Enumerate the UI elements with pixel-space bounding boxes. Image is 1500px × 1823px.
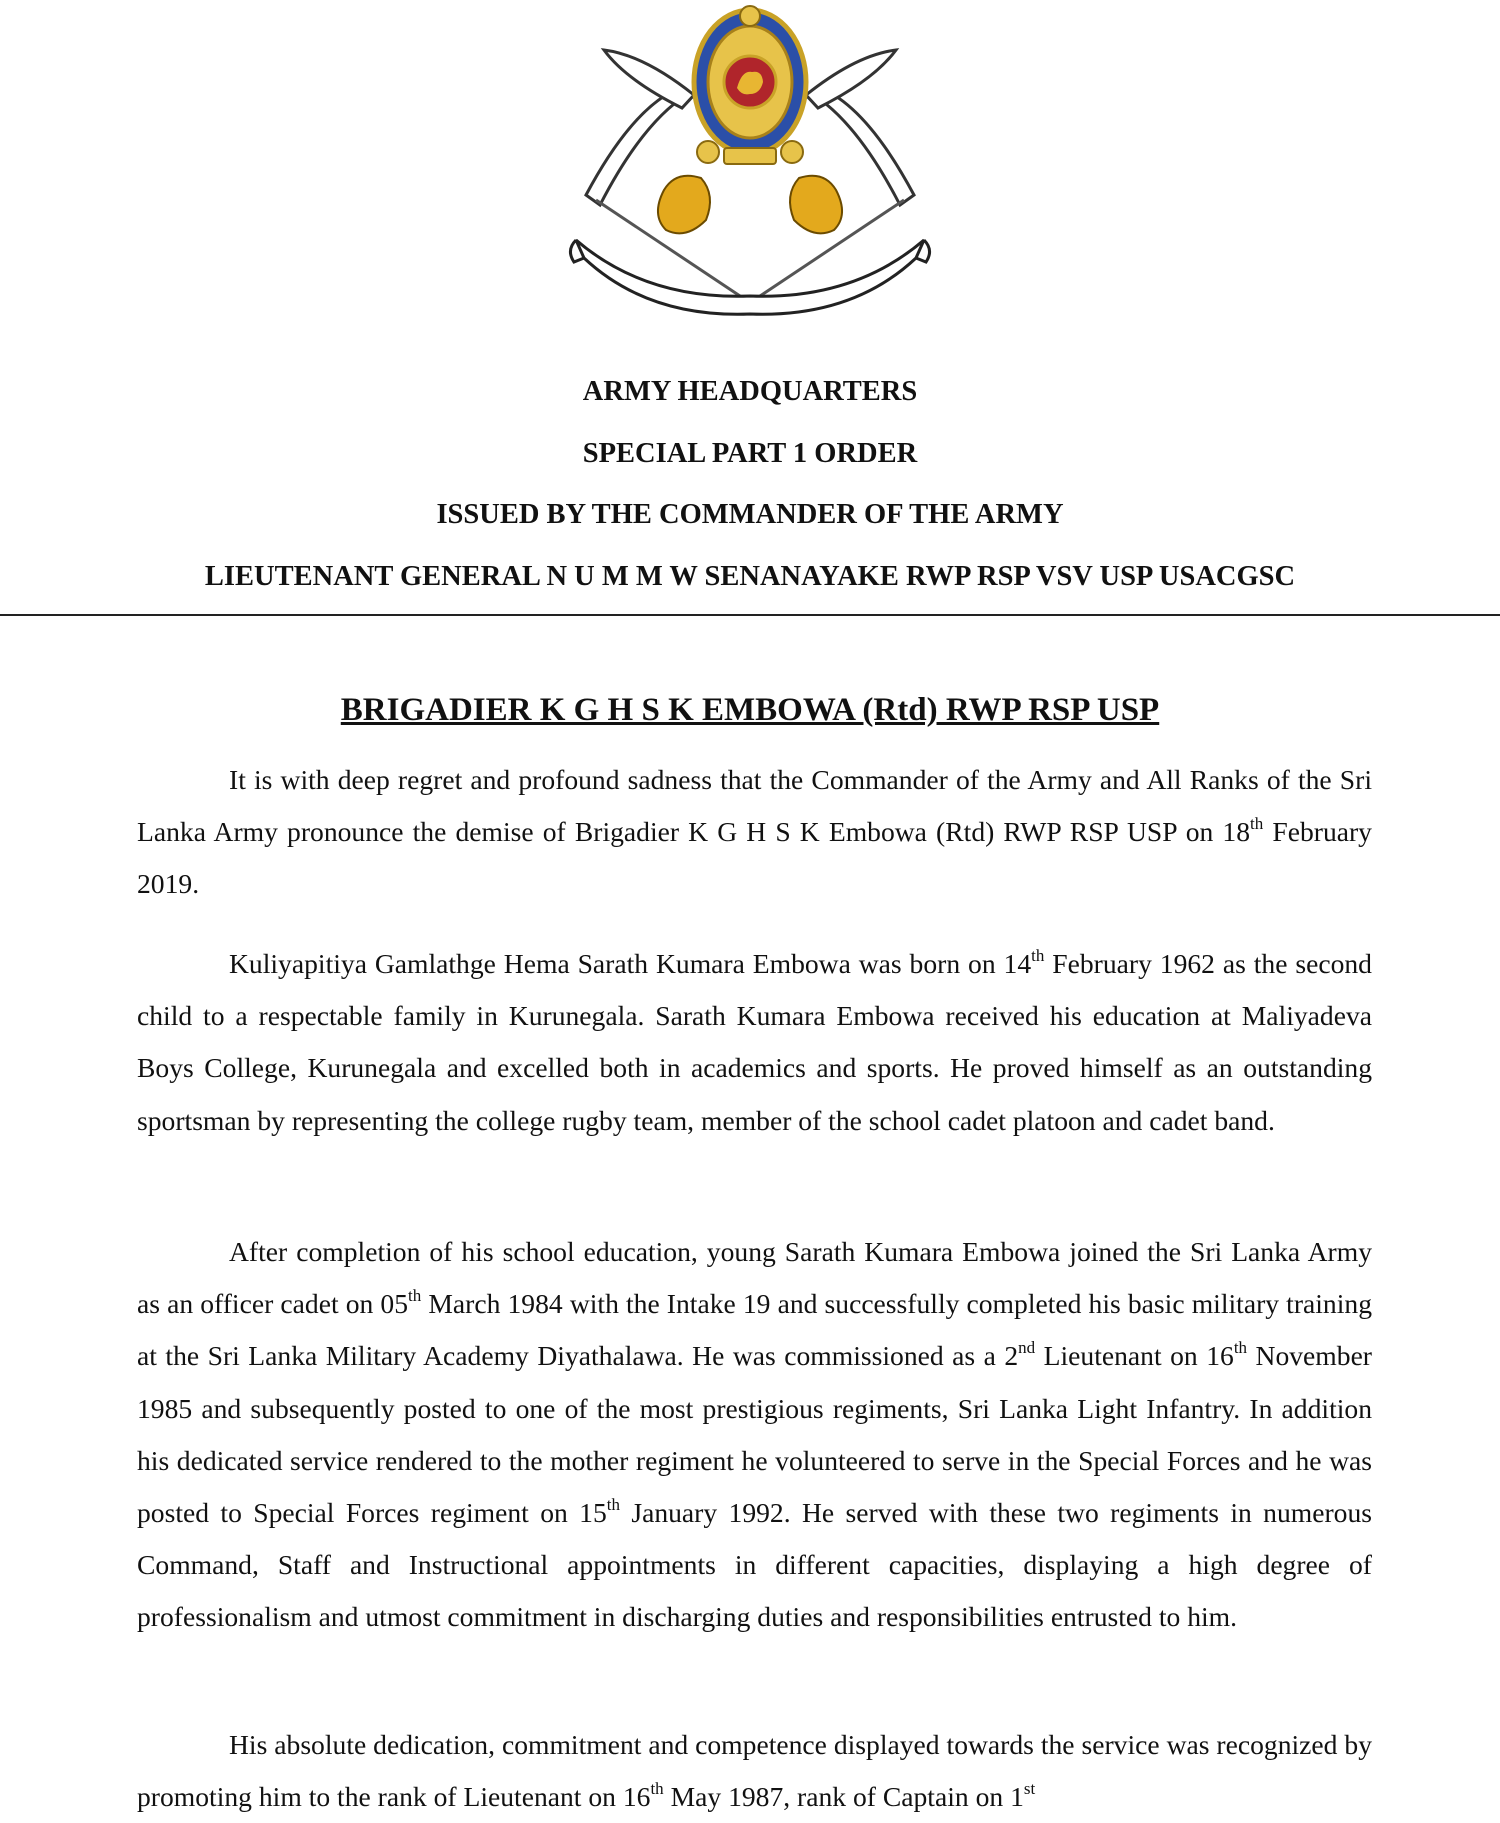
paragraph-1: It is with deep regret and profound sadness that the Commander of the Army and All Ranks of the Sri Lanka Army pronounce the demise of Brigadier K G H S K Embowa (Rtd) RWP RSP USP on 18th February 2019. xyxy=(137,764,1372,900)
header-divider xyxy=(0,614,1500,616)
header-line-1: ARMY HEADQUARTERS xyxy=(582,376,918,407)
page-title: BRIGADIER K G H S K EMBOWA (Rtd) RWP RSP USP xyxy=(340,692,1160,728)
header-line-4: LIEUTENANT GENERAL N U M M W SENANAYAKE RWP RSP VSV USP USACGSC xyxy=(204,561,1296,592)
sri-lanka-army-crest-icon xyxy=(556,0,944,322)
lion-supporters-icon xyxy=(658,176,842,234)
header-line-2: SPECIAL PART 1 ORDER xyxy=(582,438,918,469)
paragraph-4: His absolute dedication, commitment and competence displayed towards the service was recognized by promoting him to the rank of Lieutenant on 16th May 1987, rank of Captain on 1st xyxy=(137,1729,1372,1813)
paragraph-2: Kuliyapitiya Gamlathge Hema Sarath Kumara Embowa was born on 14th February 1962 as the second child to a respectable family in Kurunegala. Sarath Kumara Embowa received his education at Maliyadeva Boys College, Kurunegala and excelled both in academics and sports. He proved himself as an outstanding sportsman by representing the college rugby team, member of the school cadet platoon and cadet band. xyxy=(137,945,1372,1136)
emblem-icon xyxy=(694,6,806,164)
motto-scroll-icon xyxy=(570,240,929,314)
header-line-3: ISSUED BY THE COMMANDER OF THE ARMY xyxy=(436,499,1064,530)
paragraph-3: After completion of his school education, young Sarath Kumara Embowa joined the Sri Lanka Army as an officer cadet on 05th March 1984 with the Intake 19 and successfully completed his basic military training at the Sri Lanka Military Academy Diyathalawa. He was commissioned as a 2nd Lieutenant on 16th November 1985 and subsequently posted to one of the most prestigious regiments, Sri Lanka Light Infantry. In addition his dedicated service rendered to the mother regiment he volunteered to serve in the Special Forces and he was posted to Special Forces regiment on 15th January 1992. He served with these two regiments in numerous Command, Staff and Instructional appointments in different capacities, displaying a high degree of professionalism and utmost commitment in discharging duties and responsibilities entrusted to him. xyxy=(137,1236,1373,1633)
